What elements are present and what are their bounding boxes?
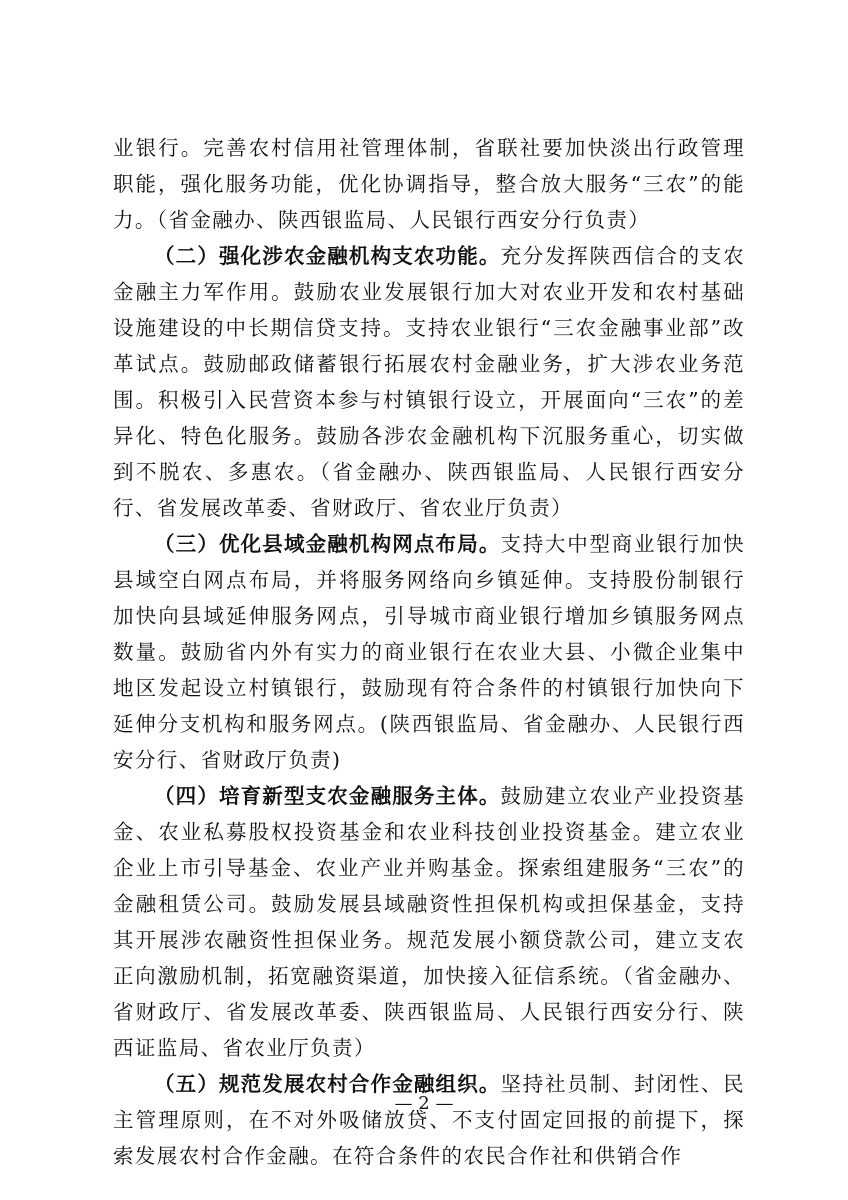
section-heading: （二）强化涉农金融机构支农功能。 [154,244,501,268]
paragraph-section-3 [113,526,745,778]
paragraph-section-4 [113,778,745,1066]
paragraph-continuation [113,130,745,238]
section-heading: （三）优化县域金融机构网点布局。 [154,532,501,556]
document-body [113,130,745,1174]
paragraph-section-2 [113,238,745,526]
paragraph-text: 鼓励建立农业产业投资基金、农业私募股权投资基金和农业科技创业投资基金。建立农业企业上市引导基金、农业产业并购基金。探索组建服务“三农”的金融租赁公司。鼓励发展县域融资性担保机构或担保基金，支持其开展涉农融资性担保业务。规范发展小额贷款公司，建立支农正向激励机制，拓宽融资渠道，加快接入征信系统。（省金融办、省财政厅、省发展改革委、陕西银监局、人民银行西安分行、陕西证监局、省农业厅负责） [113,784,745,1060]
section-heading: （五）规范发展农村合作金融组织。 [154,1072,501,1096]
paragraph-text: 充分发挥陕西信合的支农金融主力军作用。鼓励农业发展银行加大对农业开发和农村基础设施建设的中长期信贷支持。支持农业银行“三农金融事业部”改革试点。鼓励邮政储蓄银行拓展农村金融业务，扩大涉农业务范围。积极引入民营资本参与村镇银行设立，开展面向“三农”的差异化、特色化服务。鼓励各涉农金融机构下沉服务重心，切实做到不脱农、多惠农。（省金融办、陕西银监局、人民银行西安分行、省发展改革委、省财政厅、省农业厅负责） [113,244,745,520]
page-number: — 2 — [394,1093,454,1114]
section-heading: （四）培育新型支农金融服务主体。 [154,784,501,808]
paragraph-section-5 [113,1066,745,1174]
paragraph-text: 坚持社员制、封闭性、民主管理原则，在不对外吸储放贷、不支付固定回报的前提下，探索发展农村合作金融。在符合条件的农民合作社和供销合作 [113,1072,745,1168]
paragraph-text: 支持大中型商业银行加快县域空白网点布局，并将服务网络向乡镇延伸。支持股份制银行加快向县域延伸服务网点，引导城市商业银行增加乡镇服务网点数量。鼓励省内外有实力的商业银行在农业大县、小微企业集中地区发起设立村镇银行，鼓励现有符合条件的村镇银行加快向下延伸分支机构和服务网点。(陕西银监局、省金融办、人民银行西安分行、省财政厅负责) [113,532,745,772]
paragraph-text: 业银行。完善农村信用社管理体制，省联社要加快淡出行政管理职能，强化服务功能，优化协调指导，整合放大服务“三农”的能力。（省金融办、陕西银监局、人民银行西安分行负责） [113,136,745,232]
